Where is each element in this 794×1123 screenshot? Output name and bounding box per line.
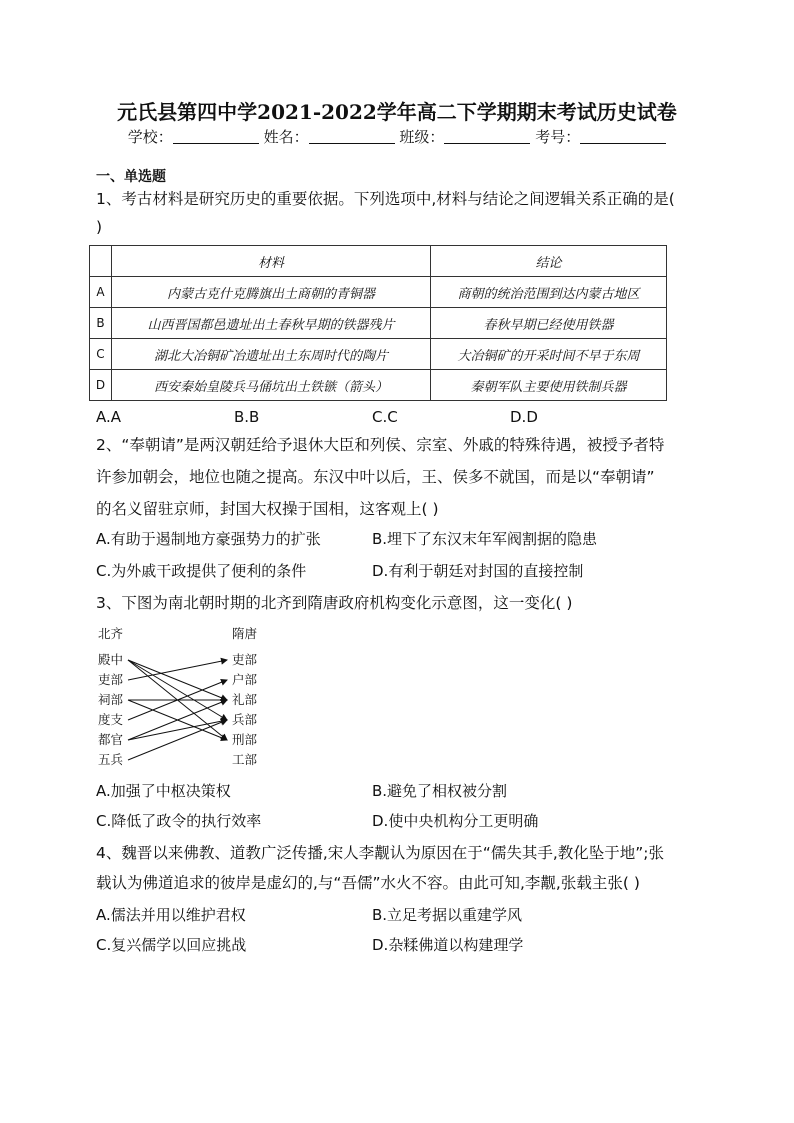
school-label: 学校：	[127, 128, 173, 146]
q4-option-b: B.立足考据以重建学风	[372, 906, 523, 924]
q2-option-d: D.有利于朝廷对封国的直接控制	[372, 562, 584, 580]
q2-option-b: B.埋下了东汉末年军阀割据的隐患	[372, 530, 598, 548]
row-key: A	[90, 277, 112, 308]
row-key: B	[90, 308, 112, 339]
diagram-left-item: 祠部	[98, 692, 124, 707]
section-title: 一、单选题	[96, 169, 166, 185]
q2-stem-line3: 的名义留驻京师，封国大权操于国相，这客观上( )	[96, 500, 439, 518]
q2-stem-line2: 许参加朝会，地位也随之提高。东汉中叶以后，王、侯多不就国，而是以“奉朝请”	[96, 468, 655, 486]
q4-option-d: D.杂糅佛道以构建理学	[372, 936, 524, 954]
diagram-arrow	[128, 660, 227, 720]
q3-stem: 3、下图为南北朝时期的北齐到隋唐政府机构变化示意图，这一变化( )	[96, 594, 573, 612]
row-conclusion: 春秋早期已经使用铁器	[431, 308, 667, 339]
table-header-key	[90, 246, 112, 277]
q1-option-a: A.A	[96, 408, 122, 426]
q2-stem-line1: 2、“奉朝请”是两汉朝廷给予退休大臣和列侯、宗室、外戚的特殊待遇，被授予者特	[96, 436, 665, 454]
row-material: 内蒙古克什克腾旗出土商朝的青铜器	[112, 277, 431, 308]
diagram-left-item: 五兵	[98, 752, 124, 767]
q3-institution-diagram	[96, 622, 276, 770]
diagram-left-item: 度支	[98, 712, 124, 727]
diagram-right-item: 刑部	[232, 732, 258, 747]
table-row	[90, 339, 667, 370]
row-key: D	[90, 370, 112, 401]
exam-title: 元氏县第四中学2021-2022学年高二下学期期末考试历史试卷	[117, 100, 677, 124]
q3-option-b: B.避免了相权被分割	[372, 782, 508, 800]
table-header-conclusion: 结论	[431, 246, 667, 277]
row-key: C	[90, 339, 112, 370]
q3-option-a: A.加强了中枢决策权	[96, 782, 231, 800]
row-conclusion: 大冶铜矿的开采时间不早于东周	[431, 339, 667, 370]
q4-stem-line1: 4、魏晋以来佛教、道教广泛传播,宋人李觏认为原因在于“儒失其手,教化坠于地”;张	[96, 844, 665, 862]
q4-stem-line2: 载认为佛道追求的彼岸是虚幻的,与“吾儒”水火不容。由此可知,李觏,张载主张( )	[96, 874, 640, 892]
row-material: 湖北大冶铜矿冶遗址出土东周时代的陶片	[112, 339, 431, 370]
diagram-arrow	[128, 660, 227, 700]
q1-option-d: D.D	[510, 408, 538, 426]
school-blank	[173, 129, 259, 144]
name-label: 姓名：	[263, 128, 309, 146]
student-info-line	[0, 126, 794, 147]
row-conclusion: 商朝的统治范围到达内蒙古地区	[431, 277, 667, 308]
q4-option-a: A.儒法并用以维护君权	[96, 906, 246, 924]
q2-option-a: A.有助于遏制地方豪强势力的扩张	[96, 530, 321, 548]
diagram-left-item: 殿中	[98, 652, 124, 667]
q1-stem-line2: )	[96, 218, 103, 236]
table-row	[90, 277, 667, 308]
q4-option-c: C.复兴儒学以回应挑战	[96, 936, 247, 954]
row-conclusion: 秦朝军队主要使用铁制兵器	[431, 370, 667, 401]
q1-option-c: C.C	[372, 408, 398, 426]
table-header-row	[90, 246, 667, 277]
row-material: 西安秦始皇陵兵马俑坑出土铁镞（箭头）	[112, 370, 431, 401]
q3-option-d: D.使中央机构分工更明确	[372, 812, 539, 830]
table-row	[90, 370, 667, 401]
diagram-arrow	[128, 720, 227, 760]
q3-option-c: C.降低了政令的执行效率	[96, 812, 262, 830]
diagram-left-title: 北齐	[98, 626, 124, 641]
q1-material-table	[89, 245, 667, 401]
table-header-material: 材料	[112, 246, 431, 277]
diagram-arrow	[128, 720, 227, 740]
q1-option-b: B.B	[234, 408, 260, 426]
diagram-right-item: 吏部	[232, 652, 258, 667]
class-blank	[444, 129, 530, 144]
diagram-right-item: 工部	[232, 752, 258, 767]
number-label: 考号：	[535, 128, 581, 146]
diagram-right-item: 户部	[232, 672, 258, 687]
diagram-left-item: 吏部	[98, 672, 124, 687]
q1-stem-line1: 1、考古材料是研究历史的重要依据。下列选项中,材料与结论之间逻辑关系正确的是(	[96, 190, 675, 208]
table-row	[90, 308, 667, 339]
number-blank	[580, 129, 666, 144]
diagram-right-title: 隋唐	[232, 626, 258, 641]
diagram-arrow	[128, 660, 227, 680]
class-label: 班级：	[399, 128, 445, 146]
diagram-right-item: 兵部	[232, 712, 258, 727]
q2-option-c: C.为外戚干政提供了便利的条件	[96, 562, 307, 580]
diagram-right-item: 礼部	[232, 692, 258, 707]
row-material: 山西晋国都邑遗址出土春秋早期的铁器残片	[112, 308, 431, 339]
name-blank	[309, 129, 395, 144]
diagram-left-item: 都官	[98, 732, 124, 747]
